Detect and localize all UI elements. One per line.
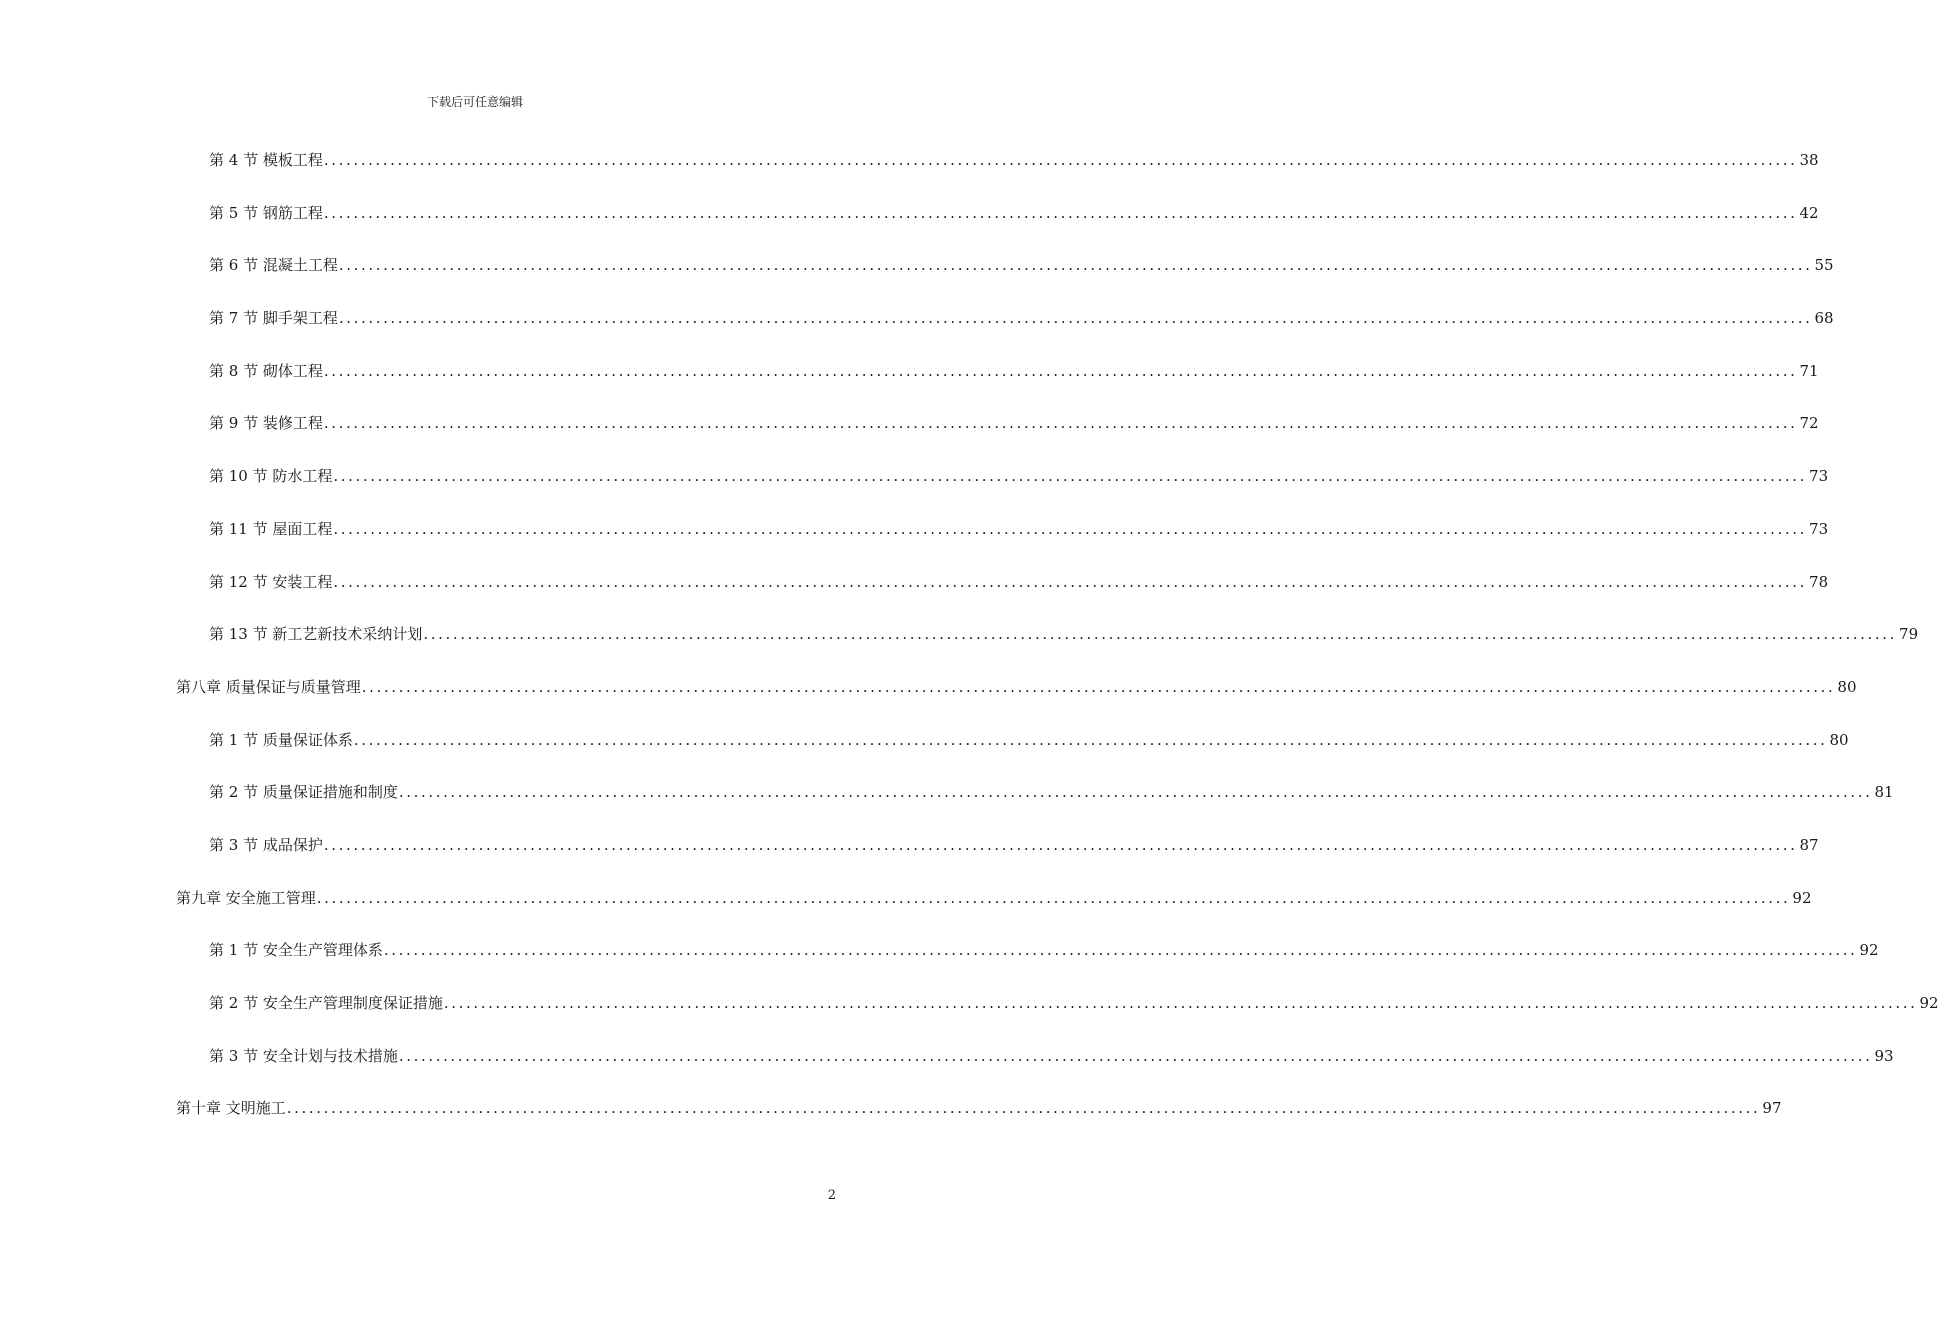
toc-entry-page: 80: [1837, 677, 1857, 696]
toc-leader-dots: ........................................................................................................................................................................................................: [316, 888, 1791, 907]
toc-leader-dots: ........................................................................................................................................................................................................: [423, 625, 1898, 644]
toc-entry-label: 第 10 节 防水工程: [209, 467, 333, 486]
toc-entry-page: 72: [1799, 414, 1819, 433]
toc-entry-label: 第 6 节 混凝土工程: [209, 256, 338, 275]
toc-entry[interactable]: [0, 464, 1829, 517]
toc-entry[interactable]: [0, 253, 1834, 306]
toc-entry[interactable]: [0, 201, 1819, 254]
toc-entry[interactable]: [0, 833, 1819, 886]
toc-entry-page: 92: [1919, 994, 1939, 1012]
toc-entry-page: 80: [1829, 730, 1849, 749]
toc-entry-page: 78: [1809, 572, 1829, 591]
toc-entry[interactable]: [0, 728, 1849, 781]
toc-entry-label: 第 7 节 脚手架工程: [209, 309, 338, 328]
table-of-contents: [0, 148, 1939, 1149]
toc-entry-label: 第 4 节 模板工程: [209, 151, 323, 169]
toc-entry-label: 第 11 节 屋面工程: [209, 519, 333, 538]
toc-entry-page: 92: [1859, 941, 1879, 960]
toc-entry-page: 81: [1874, 783, 1894, 802]
toc-entry[interactable]: [0, 148, 1819, 201]
toc-entry-page: 68: [1814, 309, 1834, 328]
toc-entry-page: 38: [1799, 151, 1819, 169]
toc-entry-label: 第十章 文明施工: [176, 1099, 286, 1118]
toc-entry[interactable]: [0, 411, 1819, 464]
toc-chapter-entry[interactable]: [0, 886, 1812, 939]
toc-entry[interactable]: [0, 306, 1834, 359]
toc-entry-label: 第 9 节 装修工程: [209, 414, 323, 433]
toc-leader-dots: ........................................................................................................................................................................................................: [333, 467, 1808, 486]
toc-leader-dots: ........................................................................................................................................................................................................: [286, 1099, 1761, 1118]
toc-leader-dots: ........................................................................................................................................................................................................: [361, 677, 1836, 696]
toc-entry-page: 73: [1809, 519, 1829, 538]
toc-leader-dots: ........................................................................................................................................................................................................: [398, 1046, 1873, 1065]
toc-leader-dots: ........................................................................................................................................................................................................: [333, 519, 1808, 538]
toc-entry[interactable]: [0, 570, 1829, 623]
toc-entry-label: 第九章 安全施工管理: [176, 888, 316, 907]
toc-entry-page: 87: [1799, 835, 1819, 854]
toc-entry-page: 79: [1899, 625, 1919, 644]
toc-entry-page: 55: [1814, 256, 1834, 275]
toc-entry[interactable]: [0, 991, 1939, 1044]
toc-entry-label: 第 8 节 砌体工程: [209, 361, 323, 380]
toc-entry-label: 第 13 节 新工艺新技术采纳计划: [209, 625, 423, 644]
toc-entry[interactable]: [0, 359, 1819, 412]
toc-entry-label: 第 12 节 安装工程: [209, 572, 333, 591]
toc-entry-label: 第 1 节 安全生产管理体系: [209, 941, 383, 960]
toc-leader-dots: ........................................................................................................................................................................................................: [333, 572, 1808, 591]
toc-entry[interactable]: [0, 1044, 1894, 1097]
toc-entry-page: 92: [1792, 888, 1812, 907]
toc-leader-dots: ........................................................................................................................................................................................................: [353, 730, 1828, 749]
toc-entry[interactable]: [0, 938, 1879, 991]
toc-leader-dots: ........................................................................................................................................................................................................: [323, 151, 1798, 169]
toc-leader-dots: ........................................................................................................................................................................................................: [323, 414, 1798, 433]
toc-entry-label: 第 3 节 安全计划与技术措施: [209, 1046, 398, 1065]
toc-leader-dots: ........................................................................................................................................................................................................: [383, 941, 1858, 960]
toc-leader-dots: ........................................................................................................................................................................................................: [338, 256, 1813, 275]
toc-leader-dots: ........................................................................................................................................................................................................: [323, 203, 1798, 222]
toc-entry-page: 71: [1799, 361, 1819, 380]
page-header: 下载后可任意编辑: [426, 95, 523, 109]
toc-entry-label: 第 1 节 质量保证体系: [209, 730, 353, 749]
toc-leader-dots: ........................................................................................................................................................................................................: [338, 309, 1813, 328]
toc-entry-page: 97: [1762, 1099, 1782, 1118]
toc-leader-dots: ........................................................................................................................................................................................................: [323, 361, 1798, 380]
toc-entry-label: 第 5 节 钢筋工程: [209, 203, 323, 222]
toc-chapter-entry[interactable]: [0, 1096, 1782, 1149]
page-number: 2: [827, 1188, 836, 1203]
toc-entry-label: 第 2 节 质量保证措施和制度: [209, 783, 398, 802]
toc-entry[interactable]: [0, 517, 1829, 570]
toc-entry-page: 42: [1799, 203, 1819, 222]
toc-entry-label: 第 3 节 成品保护: [209, 835, 323, 854]
toc-entry[interactable]: [0, 780, 1894, 833]
toc-leader-dots: ........................................................................................................................................................................................................: [398, 783, 1873, 802]
toc-entry-page: 93: [1874, 1046, 1894, 1065]
toc-entry-page: 73: [1809, 467, 1829, 486]
toc-entry[interactable]: [0, 622, 1919, 675]
toc-entry-label: 第 2 节 安全生产管理制度保证措施: [209, 994, 443, 1012]
toc-chapter-entry[interactable]: [0, 675, 1857, 728]
toc-leader-dots: ........................................................................................................................................................................................................: [323, 835, 1798, 854]
toc-leader-dots: ........................................................................................................................................................................................................: [443, 994, 1918, 1012]
toc-entry-label: 第八章 质量保证与质量管理: [176, 677, 361, 696]
